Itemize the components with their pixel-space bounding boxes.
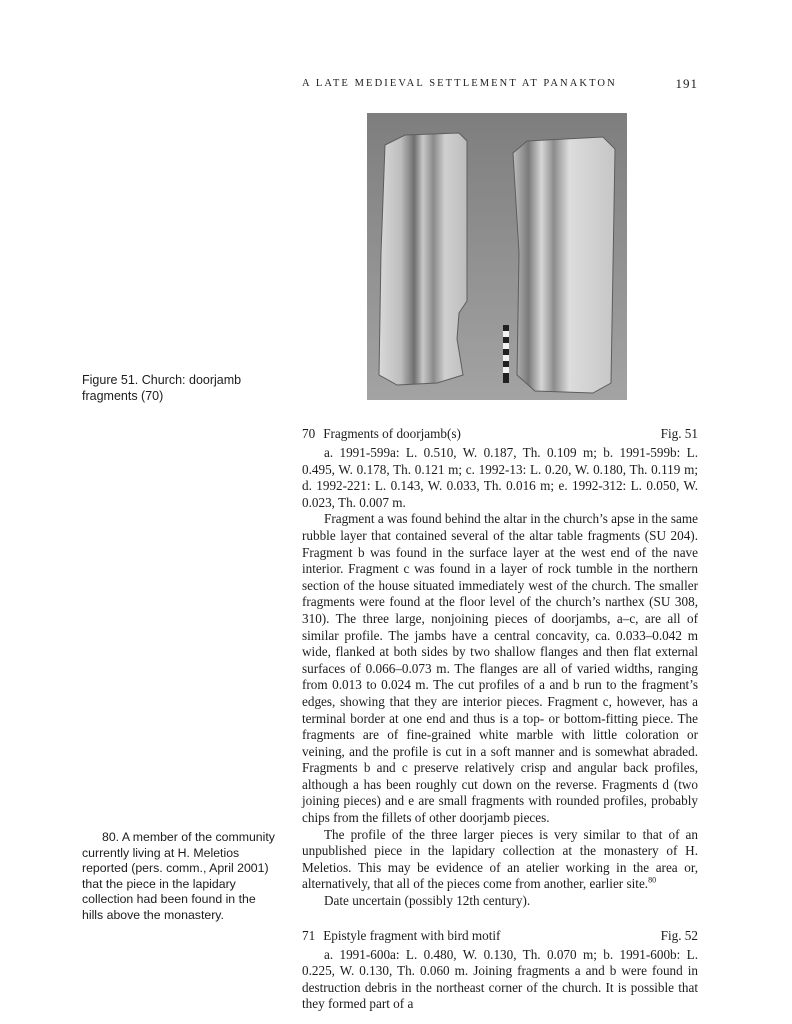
entry-70-number: 70 [302, 426, 316, 441]
figure-caption: Figure 51. Church: doorjamb fragments (70) [82, 373, 242, 403]
doorjamb-fragment-right [513, 137, 615, 393]
main-column [302, 426, 698, 1013]
scale-bar [503, 325, 509, 383]
doorjamb-photograph [367, 113, 627, 400]
running-head-title: A LATE MEDIEVAL SETTLEMENT AT PANAKTON [302, 78, 617, 89]
entry-70-title: Fragments of doorjamb(s) [323, 426, 461, 441]
entry-70-paragraph-1: Fragment a was found behind the altar in the church’s apse in the same rubble layer that contained several of the altar table fragments (SU 204). Fragment b was found in the surface layer at the west end of the nave interior. Fragment c was found in a layer of rock tumble in the northern section of the house situated immediately west of the church. The smaller fragments were found at the floor level of the church’s narthex (SU 308, 310). The three large, nonjoining pieces of doorjambs, a–c, are all of similar profile. The jambs have a central concavity, ca. 0.033–0.042 m wide, flanked at both sides by two shallow flanges and then flat external surfaces of 0.066–0.073 m. The flanges are all of varied widths, ranging from 0.013 to 0.024 m. The cut profiles of a and b run to the fragment’s edges, showing that they are interior pieces. Fragment c, however, has a terminal border at one end and thus is a top- or bottom-fitting piece. The fragments are of fine-grained white marble with little coloration or veining, and the profile is cut in a soft manner and is somewhat abraded. Fragments b and c preserve relatively crisp and angular back profiles, although a has been roughly cut down on the reverse. Fragments d (two joining pieces) and e are small fragments with rounded profiles, probably chips from the fillets of other doorjamb pieces. [302, 511, 698, 826]
entry-70-heading [302, 426, 698, 443]
doorjamb-fragment-left [379, 133, 467, 385]
footnote-ref-80[interactable]: 80 [648, 876, 657, 886]
footnote-80 [82, 830, 278, 924]
entry-71-heading [302, 928, 698, 945]
footnote-80-text: 80. A member of the community currently living at H. Meletios reported (pers. comm., April 2001) that the piece in the lapidary collection had been found in the hills above the monastery. [82, 830, 275, 922]
entry-71-dimensions: a. 1991-600a: L. 0.480, W. 0.130, Th. 0.070 m; b. 1991-600b: L. 0.225, W. 0.130, Th. 0.060 m. Joining fragments a and b were found in destruction debris in the northeast corner of the church. It is possible that they formed part of a [302, 946, 698, 1012]
running-head [302, 78, 698, 94]
entry-70-fig-ref: Fig. 51 [660, 426, 698, 441]
entry-71-fig-ref: Fig. 52 [660, 927, 698, 943]
entry-71-number: 71 [302, 927, 316, 943]
figure-51-photo [367, 113, 627, 400]
page-number: 191 [675, 76, 698, 91]
entry-70-paragraph-2-text: The profile of the three larger pieces is very similar to that of an unpublished piece in the lapidary collection at the monastery of H. Meletios. This may be evidence of an atelier working in the area or, alternatively, that all of the pieces come from another, earlier site. [302, 826, 698, 892]
entry-70-dimensions: a. 1991-599a: L. 0.510, W. 0.187, Th. 0.109 m; b. 1991-599b: L. 0.495, W. 0.178, Th. 0.121 m; c. 1992-13: L. 0.20, W. 0.180, Th. 0.119 m; d. 1992-221: L. 0.143, W. 0.033, Th. 0.016 m; e. 1992-312: L. 0.050, W. 0.023, Th. 0.007 m. [302, 445, 698, 510]
entry-70-paragraph-2 [302, 827, 698, 893]
entry-71-title: Epistyle fragment with bird motif [323, 927, 501, 943]
entry-70-date: Date uncertain (possibly 12th century). [324, 893, 531, 909]
